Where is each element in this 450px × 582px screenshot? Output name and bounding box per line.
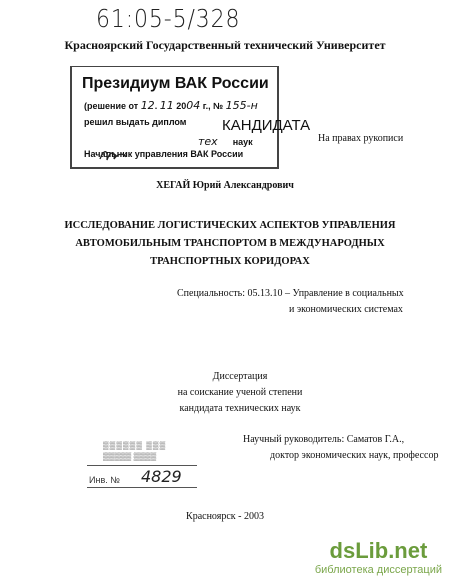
- stamp-decision-line: (решение от 12. 11 2004 г., № 155-н: [84, 99, 258, 112]
- dissertation-line: кандидата технических наук: [179, 403, 301, 414]
- watermark-logo: dsLib.net: [329, 538, 428, 563]
- specialty-line-continuation: и экономических системах: [289, 304, 403, 315]
- advisor-line: Научный руководитель: Саматов Г.А.,: [243, 434, 405, 445]
- signature-icon: [98, 147, 128, 163]
- advisor-degree: доктор экономических наук, профессор: [270, 450, 439, 461]
- manuscript-note: На правах рукописи: [318, 133, 404, 144]
- stamp-decision-year-suffix: г., №: [202, 101, 224, 111]
- archive-code: 61:05-5/328: [96, 4, 241, 33]
- title-line: АВТОМОБИЛЬНЫМ ТРАНСПОРТОМ В МЕЖДУНАРОДНЫХ: [75, 238, 385, 249]
- stamp-field-suffix: наук: [232, 137, 253, 147]
- specialty-line: Специальность: 05.13.10 – Управление в социальных: [177, 288, 404, 299]
- stamp-decision-prefix: (решение от: [84, 101, 139, 111]
- title-line: ИССЛЕДОВАНИЕ ЛОГИСТИЧЕСКИХ АСПЕКТОВ УПРАВЛЕНИЯ: [64, 220, 396, 231]
- dissertation-title: [60, 217, 400, 271]
- dissertation-line: Диссертация: [212, 371, 268, 382]
- library-stamp-divider: [87, 487, 197, 488]
- library-inv-label: Инв. №: [89, 475, 120, 485]
- stamp-decision-year-prefix: 20: [176, 101, 187, 111]
- stamp-field-hw: тех: [198, 135, 218, 148]
- library-stamp: [83, 439, 199, 489]
- university-name: Красноярский Государственный технический Университет: [64, 38, 386, 52]
- watermark[interactable]: [315, 538, 442, 577]
- stamp-issue-text: решил выдать диплом: [84, 117, 187, 127]
- library-stamp-text-faded: ▒▒▒▒▒ ▒▒▒▒: [103, 452, 157, 461]
- stamp-decision-number: 155-н: [225, 99, 258, 112]
- city-year: Красноярск - 2003: [186, 511, 264, 522]
- stamp-title: Президиум ВАК России: [82, 75, 269, 92]
- stamp-decision-day: 12: [140, 99, 155, 112]
- stamp-decision-month: 11: [159, 99, 174, 112]
- stamp-head: Начальник управления ВАК России: [84, 149, 244, 159]
- vak-stamp: [70, 66, 311, 169]
- dissertation-type: [170, 369, 310, 417]
- title-line: ТРАНСПОРТНЫХ КОРИДОРАХ: [150, 256, 310, 267]
- library-stamp-divider: [87, 465, 197, 466]
- stamp-decision-year: 04: [186, 99, 201, 112]
- watermark-subtitle: библиотека диссертаций: [314, 564, 442, 576]
- dissertation-line: на соискание ученой степени: [177, 387, 303, 398]
- stamp-field-line: [198, 135, 253, 148]
- stamp-degree: КАНДИДАТА: [222, 117, 311, 134]
- author-name: ХЕГАЙ Юрий Александрович: [156, 180, 294, 191]
- library-stamp-text-faded: ▒▒▒▒▒▒ ▒▒▒: [103, 441, 167, 450]
- library-inv-number: 4829: [141, 467, 182, 486]
